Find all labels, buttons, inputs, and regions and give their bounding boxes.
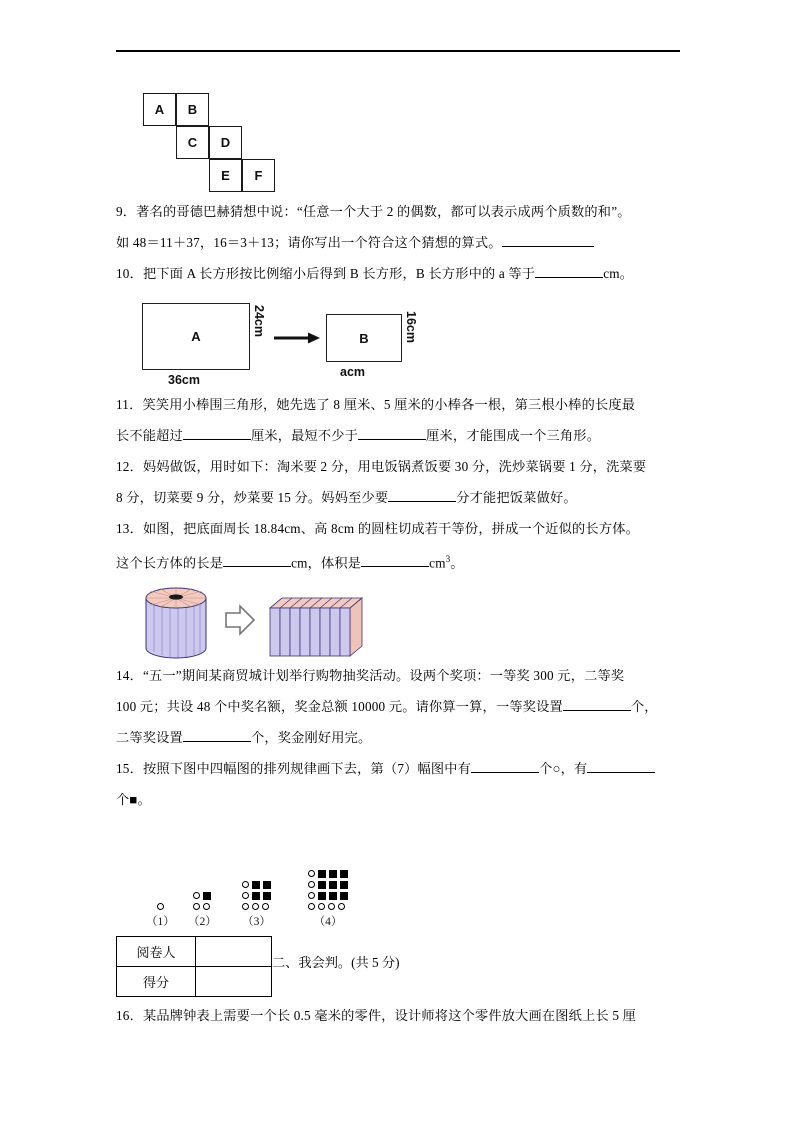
pattern-row — [157, 903, 164, 910]
table-row — [117, 937, 272, 967]
cube-net-cell-b: B — [176, 93, 209, 126]
transform-arrow-icon — [226, 606, 254, 634]
proportional-rectangles-diagram — [140, 299, 460, 391]
question-9-text: 如 48＝11＋37，16＝3＋13；请你写出一个符合这个猜想的算式。 — [116, 235, 502, 250]
question-14-text-c: 二等奖设置 — [116, 730, 183, 746]
question-15-blank-2[interactable] — [587, 772, 655, 773]
score-table-label-grader: 阅卷人 — [117, 937, 196, 967]
pattern-circle-icon — [308, 870, 315, 877]
question-12-blank[interactable] — [388, 501, 456, 502]
pattern-grid-1 — [157, 903, 164, 910]
question-13-line-2 — [116, 544, 682, 578]
pattern-row — [308, 903, 348, 910]
question-14 — [116, 660, 682, 753]
pattern-square-icon — [318, 870, 326, 878]
question-9-blank[interactable] — [502, 246, 594, 247]
section-heading: 二、我会判。(共 5 分) — [272, 955, 400, 970]
pattern-square-icon — [340, 881, 348, 889]
grader-score-table — [116, 936, 272, 997]
header-divider — [116, 50, 680, 52]
question-9-line-1: 9．著名的哥德巴赫猜想中说：“任意一个大于 2 的偶数，都可以表示成两个质数的和”。 — [116, 204, 631, 219]
pattern-row — [308, 870, 348, 878]
rectangle-b: B — [326, 314, 402, 362]
question-16-line-1: 16．某品牌钟表上需要一个长 0.5 毫米的零件，设计师将这个零件放大画在图纸上长 5 厘 — [116, 1008, 637, 1023]
question-15-text-a: 15．按照下图中四幅图的排列规律画下去，第（7）幅图中有 — [116, 761, 472, 777]
pattern-square-icon — [340, 892, 348, 900]
pattern-circle-icon — [242, 903, 249, 910]
pattern-square-icon — [263, 881, 271, 889]
question-9 — [116, 196, 682, 258]
cube-net-cell-e: E — [209, 159, 242, 192]
pattern-row — [242, 881, 271, 889]
question-14-blank-2[interactable] — [183, 741, 251, 742]
question-10-blank[interactable] — [535, 277, 603, 278]
pattern-square-icon — [318, 881, 326, 889]
pattern-caption-2: （2） — [188, 916, 217, 928]
pattern-circle-icon — [308, 892, 315, 899]
pattern-circle-icon — [328, 903, 335, 910]
pattern-group-2 — [188, 892, 217, 929]
pattern-square-icon — [340, 870, 348, 878]
cylinder-to-cuboid-diagram — [140, 586, 370, 664]
cuboid-shape — [270, 598, 362, 656]
pattern-square-icon — [318, 892, 326, 900]
question-15-blank-1[interactable] — [471, 772, 539, 773]
question-14-text-b: 个， — [630, 699, 658, 715]
pattern-square-icon — [252, 881, 260, 889]
question-13-text-d: 。 — [450, 555, 464, 571]
label-height-a: 24cm — [252, 305, 266, 337]
question-10-text-pre: 10．把下面 A 长方形按比例缩小后得到 B 长方形，B 长方形中的 a 等于 — [116, 266, 536, 281]
question-13-blank-1[interactable] — [223, 566, 291, 567]
pattern-grid-3 — [242, 881, 271, 910]
pattern-circle-icon — [242, 881, 249, 888]
question-11-text-a: 长不能超过 — [116, 428, 183, 443]
dot-square-pattern-sequence — [140, 833, 390, 929]
arrow-right-icon — [274, 332, 320, 344]
cube-net-cell-a: A — [143, 93, 176, 126]
question-11-text-c: 厘米，才能围成一个三角形。 — [426, 428, 601, 443]
pattern-row — [308, 881, 348, 889]
question-14-blank-1[interactable] — [563, 710, 631, 711]
question-14-line-1: 14．“五一”期间某商贸城计划举行购物抽奖活动。设两个奖项：一等奖 300 元，二等奖 — [116, 668, 625, 684]
question-12-text-a: 8 分，切菜要 9 分，炒菜要 15 分。妈妈至少要 — [116, 490, 389, 505]
pattern-caption-1: （1） — [146, 916, 175, 928]
question-14-text-d: 个，奖金刚好用完。 — [250, 730, 372, 746]
question-13-blank-2[interactable] — [361, 566, 429, 567]
pattern-row — [193, 903, 211, 910]
question-11-blank-1[interactable] — [183, 439, 251, 440]
pattern-circle-icon — [193, 892, 200, 899]
pattern-square-icon — [329, 892, 337, 900]
pattern-row — [308, 892, 348, 900]
cylinder-shape — [146, 588, 206, 658]
question-15-text-b: 个○，有 — [539, 761, 588, 777]
pattern-group-4 — [308, 870, 348, 929]
cube-net-cell-d: D — [209, 126, 242, 159]
pattern-row — [242, 903, 271, 910]
pattern-circle-icon — [242, 892, 249, 899]
label-height-b: 16cm — [404, 311, 418, 343]
pattern-circle-icon — [203, 903, 210, 910]
pattern-row — [242, 892, 271, 900]
pattern-group-1 — [146, 903, 175, 929]
cube-net-spacer — [116, 78, 682, 196]
question-11-text-b: 厘米，最短不少于 — [250, 428, 359, 443]
question-13-unit-exponent: 3 — [445, 554, 451, 564]
label-width-b: acm — [340, 365, 366, 379]
pattern-circle-icon — [308, 903, 315, 910]
label-width-a: 36cm — [168, 373, 200, 387]
question-13-line-1: 13．如图，把底面周长 18.84cm、高 8cm 的圆柱切成若干等份，拼成一个近似的长方体。 — [116, 521, 639, 536]
pattern-circle-icon — [308, 881, 315, 888]
question-12-line-2 — [116, 482, 682, 513]
question-13-text-b: cm，体积是 — [291, 555, 362, 571]
question-15-line-2 — [116, 784, 682, 815]
pattern-circle-icon — [338, 903, 345, 910]
question-12 — [116, 451, 682, 513]
question-9-line-2 — [116, 227, 682, 258]
question-13-text-a: 这个长方体的长是 — [116, 555, 224, 571]
pattern-square-icon — [252, 892, 260, 900]
question-10-text-post: cm。 — [603, 266, 634, 281]
pattern-group-3 — [242, 881, 271, 929]
pattern-grid-4 — [308, 870, 348, 910]
question-11-line-1: 11．笑笑用小棒围三角形，她先选了 8 厘米、5 厘米的小棒各一根，第三根小棒的长度最 — [116, 397, 636, 412]
question-14-line-2 — [116, 691, 682, 722]
pattern-square-icon — [263, 892, 271, 900]
pattern-square-icon — [203, 892, 211, 900]
pattern-square-icon — [329, 881, 337, 889]
question-11-blank-2[interactable] — [358, 439, 426, 440]
question-13-text-c: cm — [429, 555, 446, 571]
pattern-square-icon — [329, 870, 337, 878]
question-13 — [116, 513, 682, 578]
question-11-line-2 — [116, 420, 682, 451]
question-14-line-3 — [116, 722, 682, 753]
question-12-line-1: 12．妈妈做饭，用时如下：淘米要 2 分，用电饭锅煮饭要 30 分，洗炒菜锅要 1 分，洗菜要 — [116, 459, 647, 474]
score-table-label-score: 得分 — [117, 967, 196, 997]
pattern-caption-4: （4） — [313, 916, 343, 928]
pattern-row — [193, 892, 211, 900]
question-10-line-1 — [116, 258, 682, 289]
pattern-caption-3: （3） — [242, 916, 271, 928]
question-15-text-c: 个■。 — [116, 792, 151, 808]
questions-container — [116, 78, 682, 815]
table-row — [117, 967, 272, 997]
pattern-circle-icon — [262, 903, 269, 910]
question-12-text-b: 分才能把饭菜做好。 — [456, 490, 577, 505]
pattern-circle-icon — [157, 903, 164, 910]
question-16 — [116, 1000, 682, 1031]
pattern-circle-icon — [252, 903, 259, 910]
cube-net-cell-c: C — [176, 126, 209, 159]
cube-net-cell-f: F — [242, 159, 275, 192]
question-15-line-1 — [116, 753, 682, 784]
question-14-text-a: 100 元；共设 48 个中奖名额，奖金总额 10000 元。请你算一算，一等奖设置 — [116, 699, 563, 715]
question-11 — [116, 389, 682, 451]
question-10 — [116, 258, 682, 289]
pattern-grid-2 — [193, 892, 211, 910]
score-table-value-score[interactable] — [196, 967, 272, 997]
pattern-circle-icon — [318, 903, 325, 910]
question-15 — [116, 753, 682, 815]
pattern-circle-icon — [193, 903, 200, 910]
rectangle-a: A — [142, 303, 250, 370]
score-table-value-grader[interactable] — [196, 937, 272, 967]
